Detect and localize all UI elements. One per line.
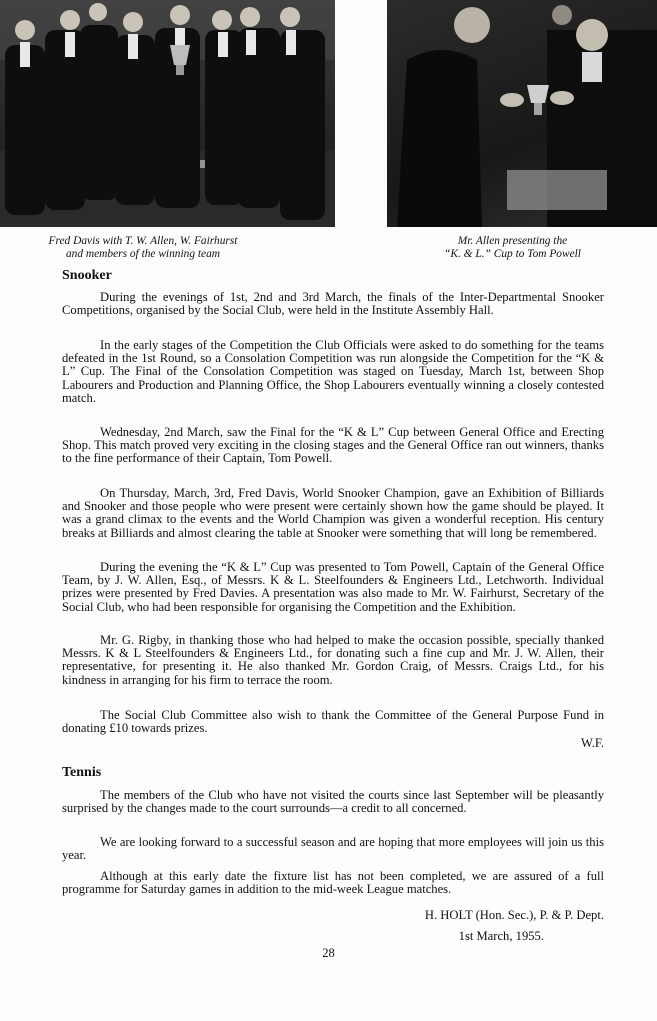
snooker-paragraph-3: Wednesday, 2nd March, saw the Final for the “K & L” Cup between General Office and Erecting Shop. This match proved very exciting in the closing stages and the General Office ran out winners, thanks to the fine performance of their Captain, Tom Powell. <box>62 425 604 466</box>
team-photo-caption <box>8 235 278 261</box>
tennis-heading: Tennis <box>62 765 102 780</box>
caption-line: and members of the winning team <box>65 248 221 260</box>
caption-line: “K. & L.” Cup to Tom Powell <box>444 248 581 260</box>
snooker-paragraph-7: The Social Club Committee also wish to thank the Committee of the General Purpose Fund in donating £10 towards prizes. <box>62 708 604 736</box>
snooker-paragraph-5: During the evening the “K & L” Cup was presented to Tom Powell, Captain of the General Office Team, by J. W. Allen, Esq., of Messrs. K & L. Steelfounders & Engineers Ltd., Letchworth. Individual prizes were presented by Fred Davies. A presentation was also made to Mr. W. Fairhurst, Secretary of the Social Club, who had been responsible for organising the Competition and the Exhibition. <box>62 560 604 614</box>
snooker-heading: Snooker <box>62 268 112 283</box>
snooker-signature: W.F. <box>580 736 604 750</box>
tennis-signature-name: H. HOLT (Hon. Sec.), P. & P. Dept. <box>424 908 604 922</box>
snooker-paragraph-1: During the evenings of 1st, 2nd and 3rd March, the finals of the Inter-Departmental Snooker Competitions, organised by the Social Club, were held in the Institute Assembly Hall. <box>62 290 604 318</box>
caption-line: Mr. Allen presenting the <box>457 235 568 247</box>
snooker-paragraph-4: On Thursday, March, 3rd, Fred Davis, World Snooker Champion, gave an Exhibition of Billiards and Snooker and those people who were present were certainly shown how the game should be played. It was a grand climax to the events and the World Champion was given a wonderful reception. His century breaks at Billiards and almost clearing the table at Snooker were something that will long be remembered. <box>62 486 604 540</box>
snooker-paragraph-6: Mr. G. Rigby, in thanking those who had helped to make the occasion possible, specially thanked Messrs. K & L Steelfounders & Engineers Ltd., for donating such a fine cup and Mr. J. W. Allen, their representative, for presenting it. He also thanked Mr. Gordon Craig, of Messrs. Craigs Ltd., for his kindness in arranging for his firm to terrace the room. <box>62 633 604 687</box>
presentation-photo <box>387 0 657 227</box>
tennis-paragraph-2: We are looking forward to a successful season and are hoping that more employees will join us this year. <box>62 835 604 863</box>
team-photo <box>0 0 335 227</box>
caption-line: Fred Davis with T. W. Allen, W. Fairhurst <box>48 235 238 247</box>
tennis-paragraph-3: Although at this early date the fixture list has not been completed, we are assured of a full programme for Saturday games in addition to the mid-week League matches. <box>62 869 604 897</box>
tennis-signature-date: 1st March, 1955. <box>458 929 544 943</box>
presentation-photo-caption <box>400 235 625 261</box>
snooker-paragraph-2: In the early stages of the Competition the Club Officials were asked to do something for the teams defeated in the 1st Round, so a Consolation Competition was run alongside the Competition for the “K & L” Cup. The Final of the Consolation Competition was staged on Tuesday, March 1st, between Shop Labourers and Production and Planning Office, the Shop Labourers eventually winning a closely contested match. <box>62 338 604 405</box>
tennis-paragraph-1: The members of the Club who have not visited the courts since last September will be pleasantly surprised by the changes made to the court surrounds—a credit to all concerned. <box>62 788 604 816</box>
page-number: 28 <box>322 946 335 960</box>
